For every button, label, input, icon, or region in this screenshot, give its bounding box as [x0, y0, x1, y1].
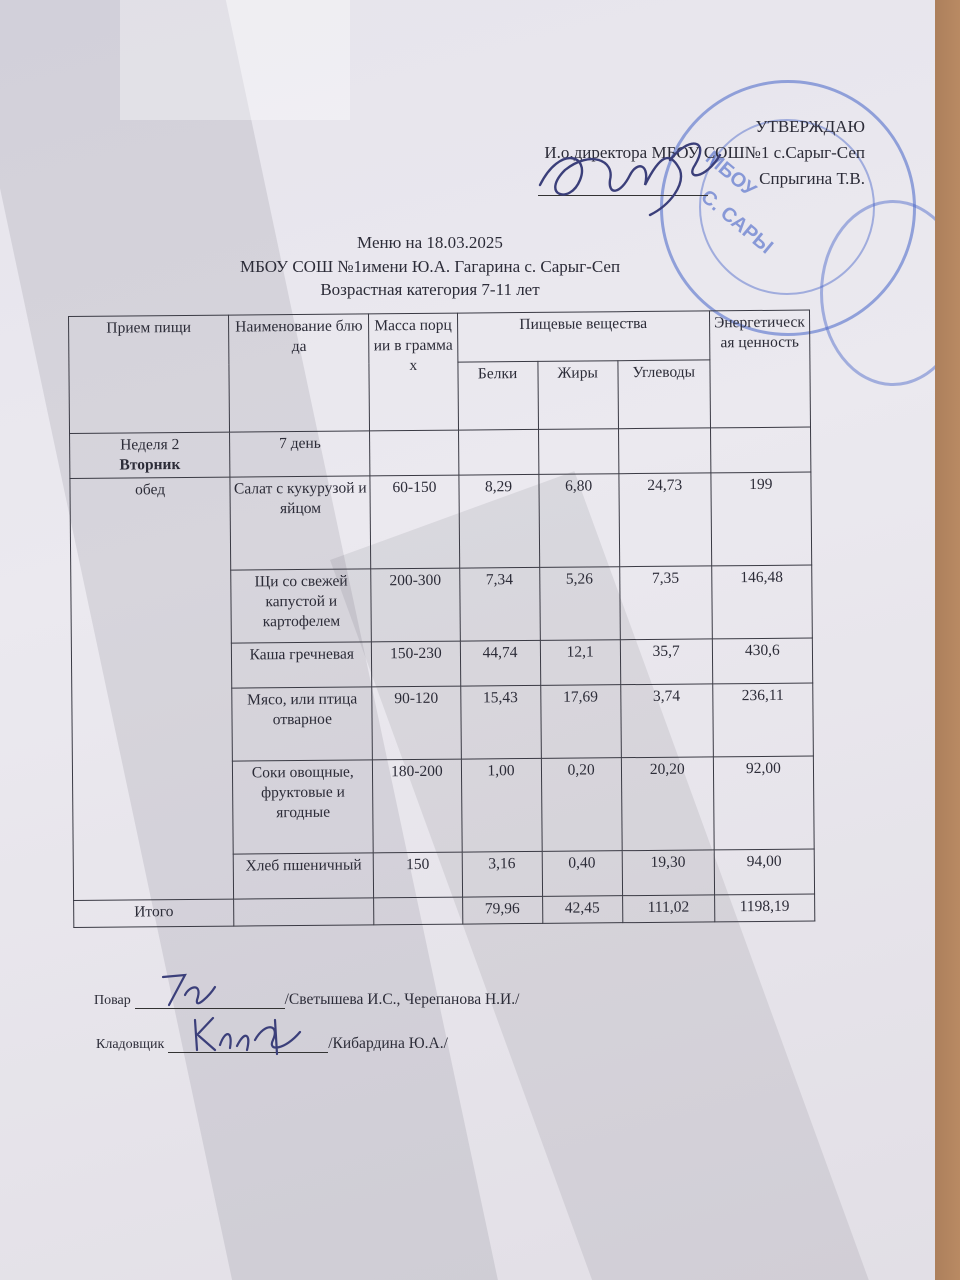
header-nutrients: Пищевые вещества	[457, 311, 710, 363]
week-label: Неделя 2	[120, 436, 180, 454]
dish-energy: 430,6	[712, 638, 813, 684]
total-energy: 1198,19	[714, 894, 814, 922]
dish-fats: 5,26	[539, 567, 620, 641]
day-label: 7 день	[230, 431, 371, 477]
dish-energy: 236,11	[713, 683, 814, 757]
menu-table	[68, 310, 815, 928]
approval-name: Спрыгина Т.В.	[759, 169, 865, 188]
total-carbs: 111,02	[622, 895, 714, 923]
dish-mass: 90-120	[372, 686, 461, 760]
dish-proteins: 7,34	[459, 567, 540, 641]
table-header-row	[69, 310, 810, 366]
approval-word: УТВЕРЖДАЮ	[755, 117, 865, 136]
header-mass: Масса порции в граммах	[369, 313, 458, 431]
approval-position: И.о.директора МБОУ СОШ№1 с.Сарыг-Сеп	[544, 143, 865, 162]
total-proteins: 79,96	[462, 896, 542, 924]
meal-name: обед	[70, 477, 234, 900]
dish-fats: 0,20	[541, 758, 622, 852]
dish-carbs: 3,74	[620, 684, 713, 758]
document-title: Меню на 18.03.2025	[357, 233, 503, 252]
dish-mass: 180-200	[373, 759, 462, 853]
empty-cell	[370, 430, 458, 476]
dish-name: Мясо, или птица отварное	[232, 687, 373, 761]
dish-mass: 200-300	[371, 568, 460, 642]
dish-mass: 60-150	[370, 475, 459, 569]
dish-name: Каша гречневая	[232, 642, 373, 688]
cook-signature	[155, 965, 235, 1015]
week-row	[70, 427, 811, 478]
dish-name: Щи со свежей капустой и картофелем	[231, 569, 372, 643]
table-row	[70, 472, 812, 571]
dish-proteins: 44,74	[460, 640, 540, 686]
dish-carbs: 24,73	[619, 473, 712, 567]
weekday-label: Вторник	[119, 456, 181, 474]
dish-fats: 0,40	[542, 851, 622, 897]
total-row	[74, 894, 815, 927]
week-cell	[70, 432, 231, 478]
header-dish: Наименование блюда	[229, 314, 370, 432]
stamp-text: МБОУ	[701, 146, 761, 202]
dish-name: Салат с кукурузой и яйцом	[230, 476, 371, 570]
dish-energy: 199	[711, 472, 812, 566]
dish-name: Хлеб пшеничный	[233, 853, 374, 899]
header-meal: Прием пищи	[69, 315, 230, 433]
dish-mass: 150	[374, 852, 462, 898]
empty-cell	[234, 898, 374, 926]
header-energy: Энергетическая ценность	[709, 310, 810, 428]
storekeeper-signature	[185, 1010, 315, 1060]
age-category: Возрастная категория 7-11 лет	[320, 280, 540, 299]
dish-proteins: 15,43	[460, 685, 541, 759]
total-label: Итого	[74, 899, 234, 927]
header-fats: Жиры	[538, 361, 619, 429]
empty-cell	[374, 897, 462, 925]
empty-cell	[618, 428, 710, 474]
dish-mass: 150-230	[372, 641, 460, 687]
dish-energy: 146,48	[712, 565, 813, 639]
school-name: МБОУ СОШ №1имени Ю.А. Гагарина с. Сарыг-Сеп	[239, 257, 621, 276]
header-carbs: Углеводы	[618, 360, 711, 428]
dish-proteins: 1,00	[461, 758, 542, 852]
dish-carbs: 19,30	[622, 850, 714, 896]
cook-label: Повар	[94, 993, 131, 1008]
dish-proteins: 3,16	[462, 851, 542, 897]
dish-proteins: 8,29	[458, 474, 539, 568]
dish-energy: 92,00	[713, 756, 814, 850]
shadow-band	[120, 0, 350, 120]
dish-carbs: 20,20	[621, 757, 714, 851]
header-proteins: Белки	[457, 362, 538, 430]
dish-fats: 6,80	[538, 474, 619, 568]
total-fats: 42,45	[542, 896, 622, 924]
storekeeper-name: /Кибардина Ю.А./	[328, 1035, 448, 1052]
empty-cell	[538, 429, 618, 475]
dish-energy: 94,00	[714, 849, 815, 895]
stamp-text: С. САРЫ	[696, 185, 778, 259]
dish-carbs: 35,7	[620, 639, 712, 685]
empty-cell	[458, 429, 538, 475]
director-signature	[520, 125, 730, 220]
cook-names: /Светышева И.С., Черепанова Н.И./	[284, 991, 520, 1008]
dish-fats: 12,1	[540, 640, 620, 686]
dish-fats: 17,69	[540, 685, 621, 759]
dish-carbs: 7,35	[619, 566, 712, 640]
dish-name: Соки овощные, фруктовые и ягодные	[233, 760, 374, 854]
storekeeper-label: Кладовщик	[96, 1037, 165, 1052]
empty-cell	[710, 427, 811, 473]
